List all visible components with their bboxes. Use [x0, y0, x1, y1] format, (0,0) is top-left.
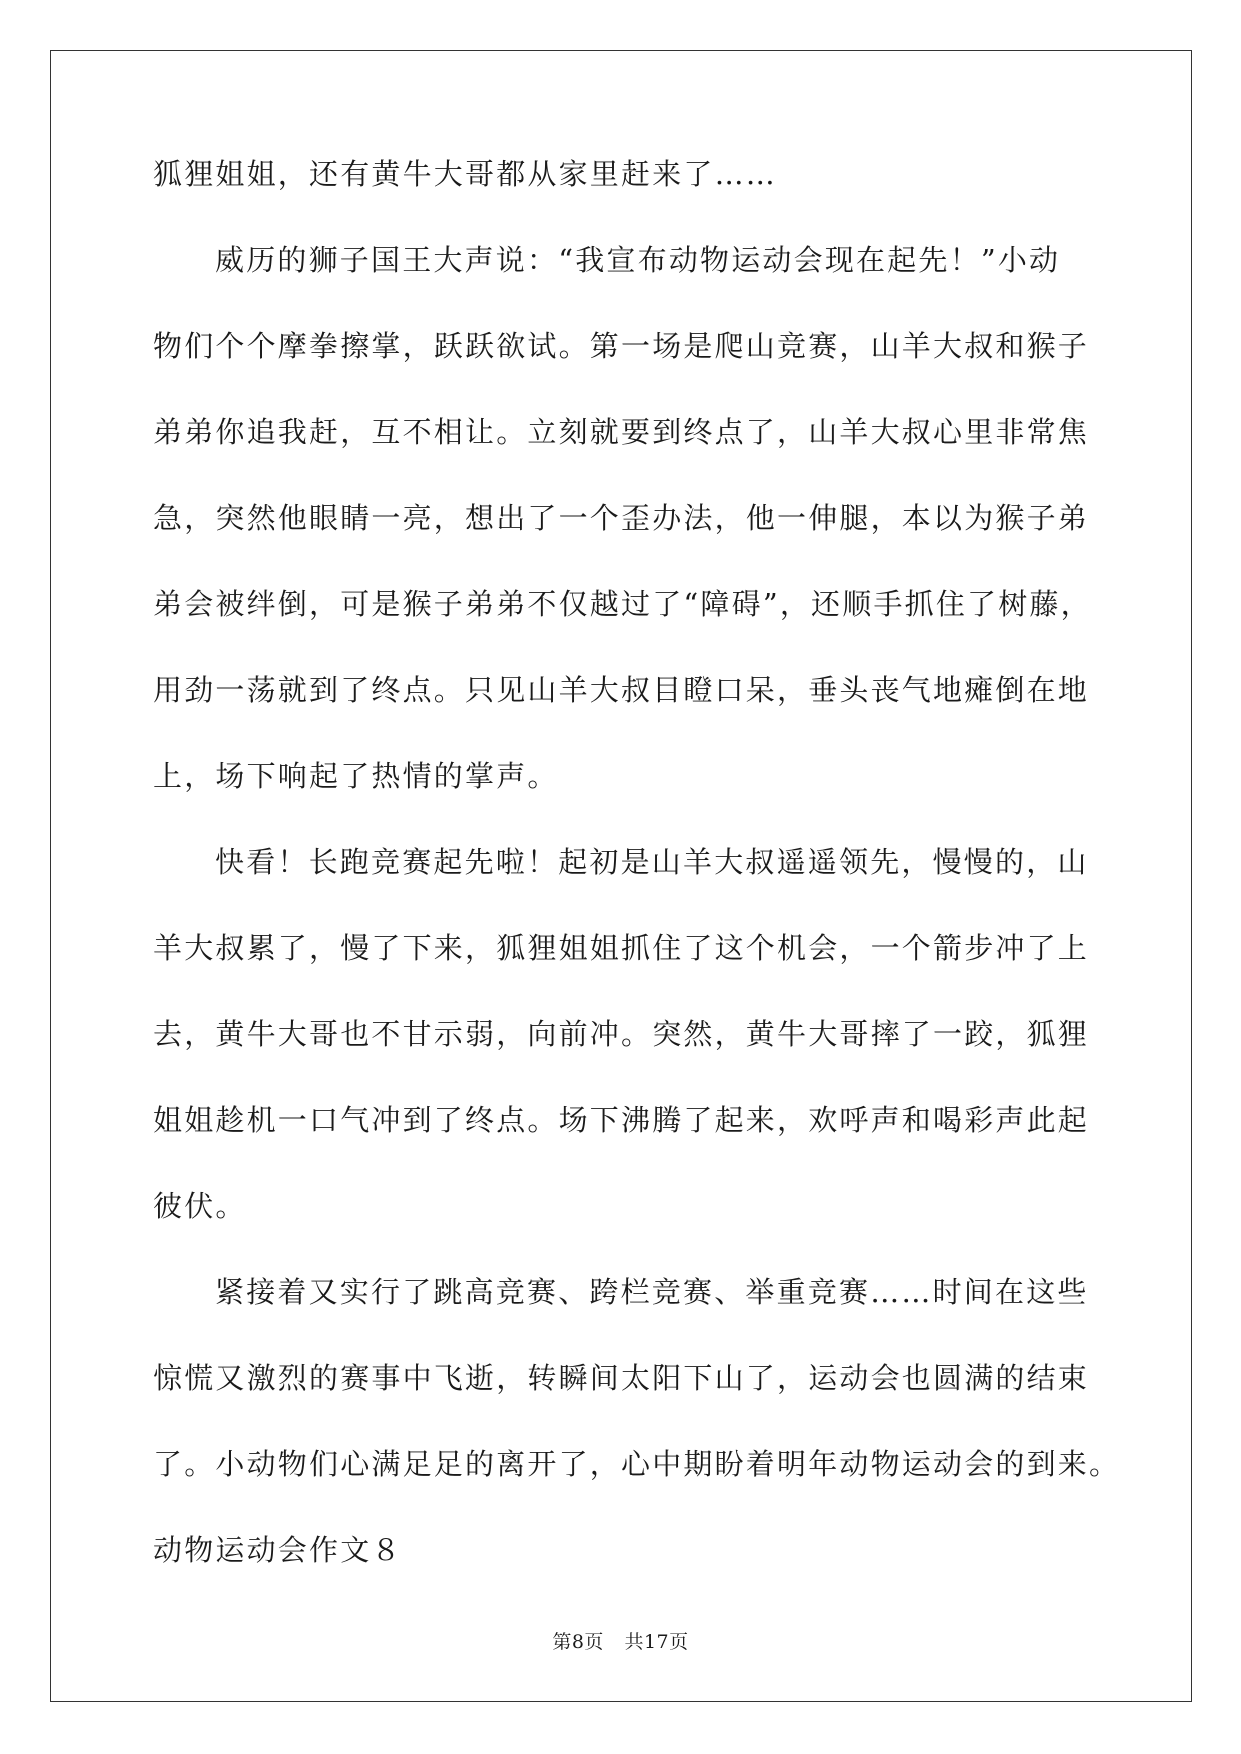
- document-body: [153, 157, 1121, 1568]
- paragraph-start-line: 快看！长跑竞赛起先啦！起初是山羊大叔遥遥领先，慢慢的，山: [215, 845, 1089, 879]
- text-line: 去，黄牛大哥也不甘示弱，向前冲。突然，黄牛大哥摔了一跤，狐狸: [153, 1017, 1090, 1051]
- text-line: 弟会被绊倒，可是猴子弟弟不仅越过了“障碍”，还顺手抓住了树藤，: [153, 587, 1092, 621]
- section-heading: 动物运动会作文８: [153, 1533, 403, 1567]
- paragraph-start-line: 紧接着又实行了跳高竞赛、跨栏竞赛、举重竞赛……时间在这些: [215, 1275, 1089, 1309]
- text-line: 急，突然他眼睛一亮，想出了一个歪办法，他一伸腿，本以为猴子弟: [153, 501, 1090, 535]
- text-line: 羊大叔累了，慢了下来，狐狸姐姐抓住了这个机会，一个箭步冲了上: [153, 931, 1090, 965]
- text-line: 上，场下响起了热情的掌声。: [153, 759, 559, 793]
- text-line: 了。小动物们心满足足的离开了，心中期盼着明年动物运动会的到来。: [153, 1447, 1121, 1481]
- text-line: 物们个个摩拳擦掌，跃跃欲试。第一场是爬山竞赛，山羊大叔和猴子: [153, 329, 1090, 363]
- text-line: 用劲一荡就到了终点。只见山羊大叔目瞪口呆，垂头丧气地瘫倒在地: [153, 673, 1090, 707]
- text-line: 姐姐趁机一口气冲到了终点。场下沸腾了起来，欢呼声和喝彩声此起: [153, 1103, 1090, 1137]
- text-line: 惊慌又激烈的赛事中飞逝，转瞬间太阳下山了，运动会也圆满的结束: [153, 1361, 1090, 1395]
- page-total: 共17页: [624, 1631, 689, 1653]
- text-line: 弟弟你追我赶，互不相让。立刻就要到终点了，山羊大叔心里非常焦: [153, 415, 1090, 449]
- page-number: 第8页: [552, 1631, 604, 1653]
- paragraph-start-line: 威历的狮子国王大声说：“我宣布动物运动会现在起先！”小动: [215, 243, 1061, 277]
- text-line: 狐狸姐姐，还有黄牛大哥都从家里赶来了……: [153, 157, 778, 191]
- text-line: 彼伏。: [153, 1189, 247, 1223]
- page-footer: [0, 1630, 1241, 1654]
